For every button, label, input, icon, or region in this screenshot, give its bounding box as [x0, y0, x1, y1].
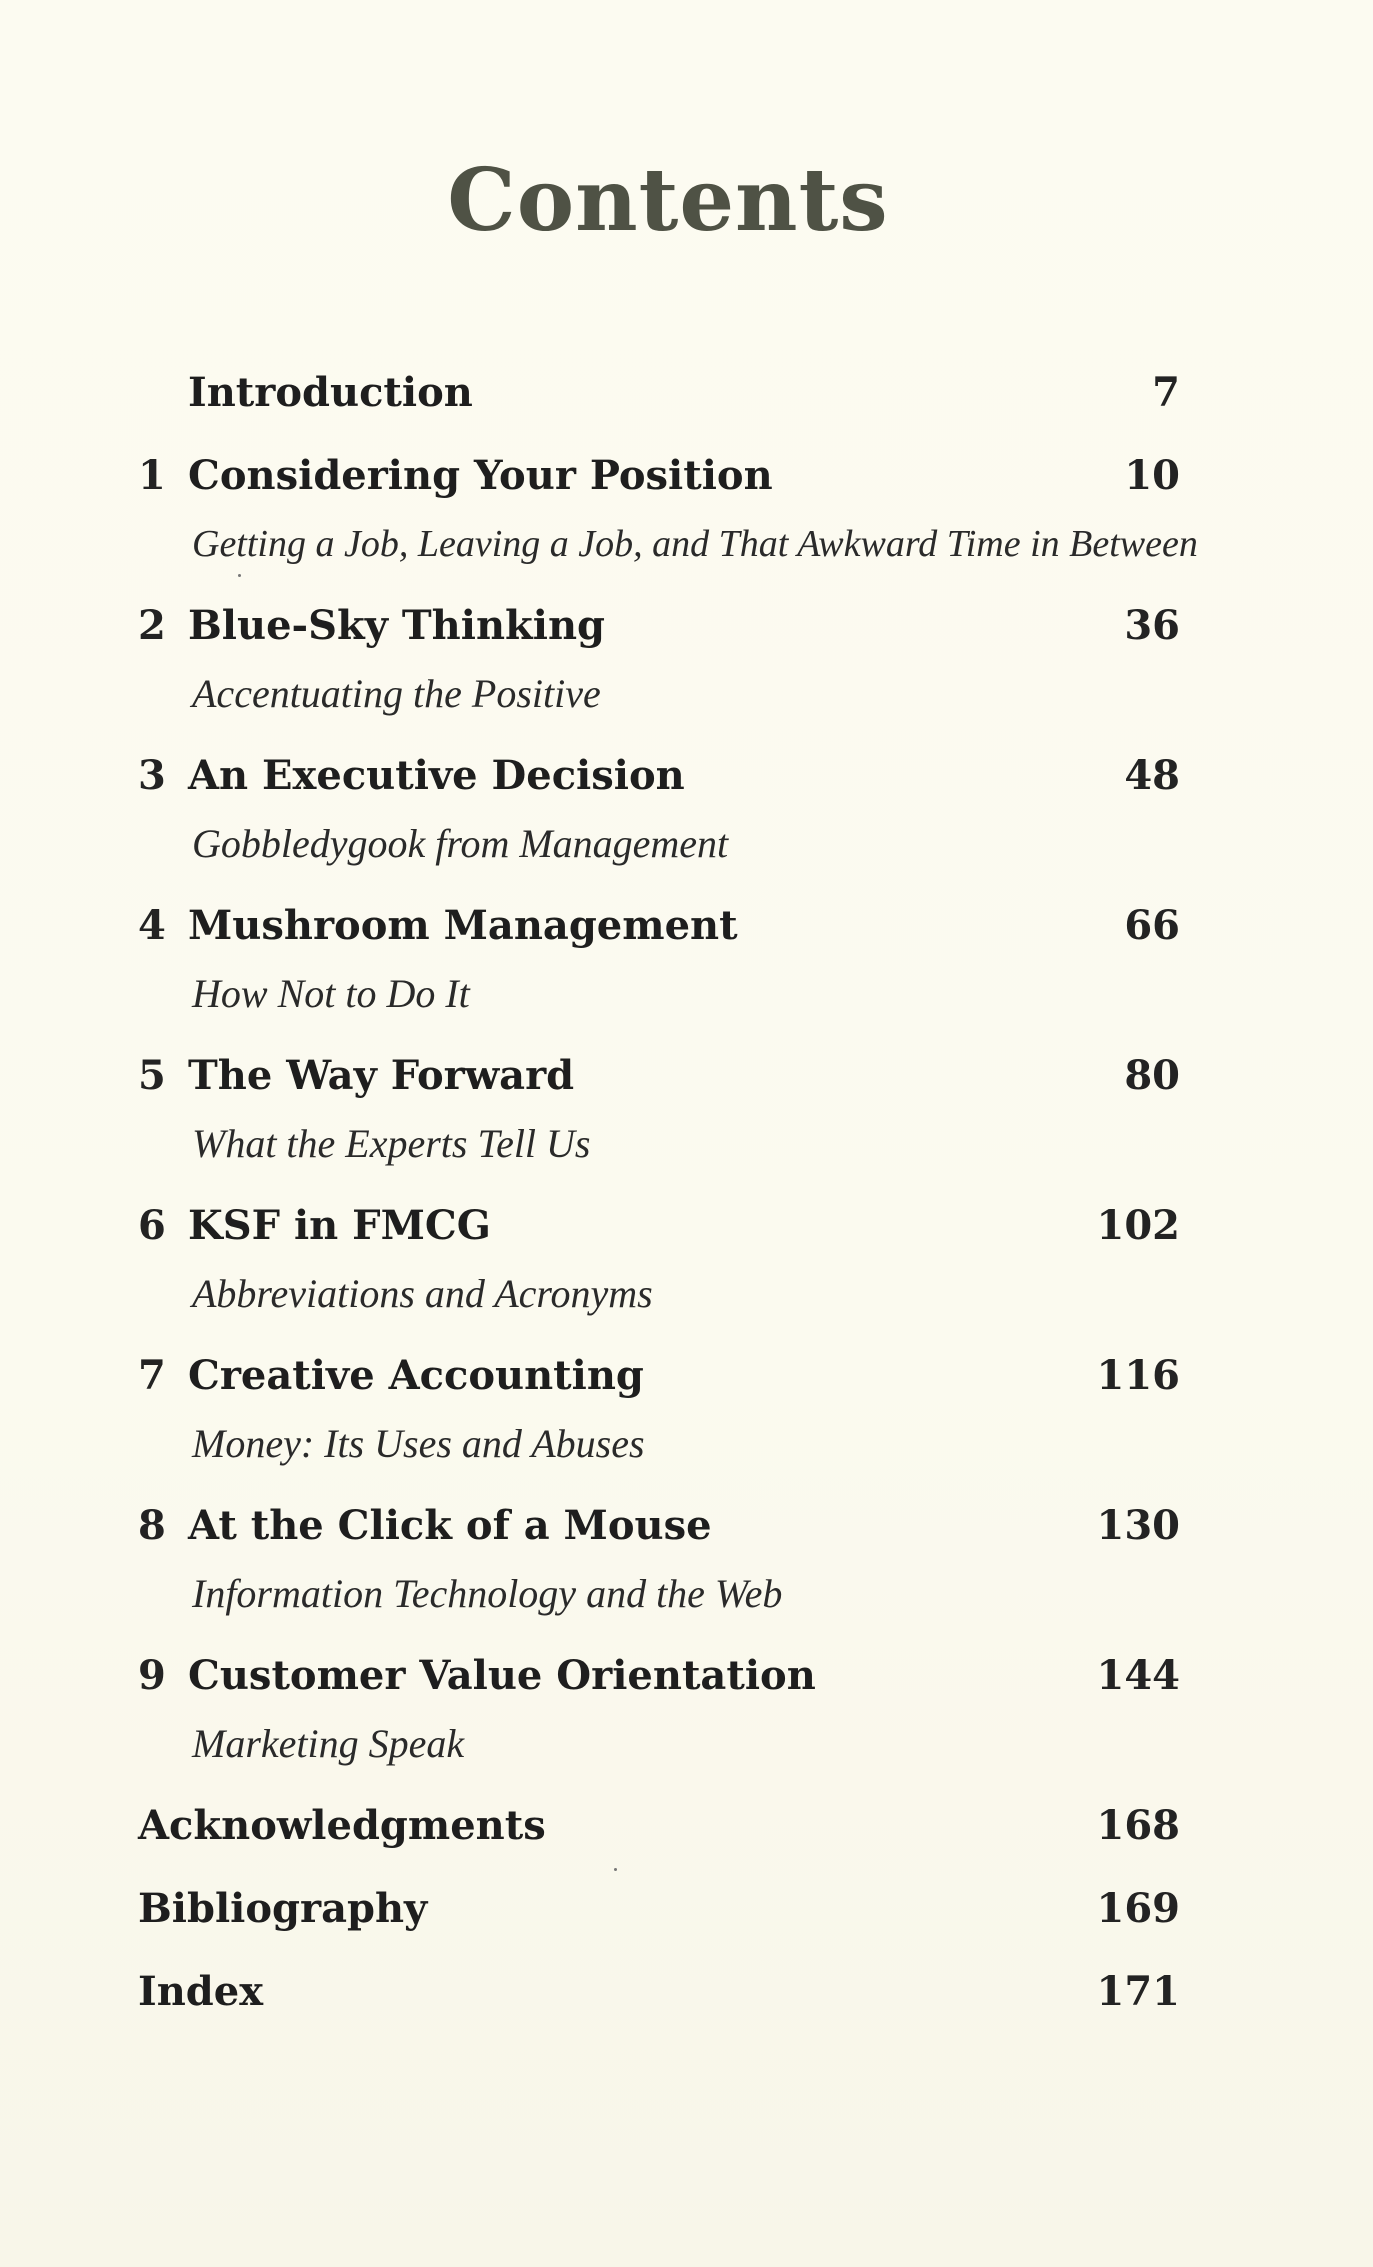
entry-title: Mushroom Management: [188, 902, 738, 949]
entry-page-number: 10: [1124, 452, 1180, 499]
toc-entry-chapter-8[interactable]: [0, 1496, 1373, 1556]
toc-entry-chapter-7[interactable]: [0, 1346, 1373, 1406]
chapter-number: 9: [138, 1652, 166, 1699]
entry-page-number: 130: [1096, 1502, 1180, 1549]
toc-entry-chapter-5[interactable]: [0, 1046, 1373, 1106]
entry-subtitle: Money: Its Uses and Abuses: [192, 1421, 645, 1466]
entry-title: Index: [138, 1968, 264, 2015]
toc-entry-chapter-2[interactable]: [0, 596, 1373, 656]
toc-entry-chapter-1[interactable]: [0, 446, 1373, 506]
entry-subtitle: Marketing Speak: [192, 1721, 465, 1766]
entry-page-number: 36: [1124, 602, 1180, 649]
entry-title: At the Click of a Mouse: [188, 1502, 712, 1549]
scan-speck: [614, 1868, 617, 1871]
entry-title: The Way Forward: [188, 1052, 575, 1099]
entry-title: Acknowledgments: [138, 1802, 546, 1849]
chapter-number: 4: [138, 902, 166, 949]
chapter-number: 1: [138, 452, 166, 499]
entry-subtitle: Getting a Job, Leaving a Job, and That Awkward Time in Between: [192, 523, 1198, 565]
entry-title: An Executive Decision: [188, 752, 685, 799]
chapter-number: 2: [138, 602, 166, 649]
toc-entry-chapter-6[interactable]: [0, 1196, 1373, 1256]
entry-subtitle: Information Technology and the Web: [192, 1571, 783, 1616]
entry-subtitle: Gobbledygook from Management: [192, 821, 729, 866]
entry-subtitle: Abbreviations and Acronyms: [192, 1271, 653, 1316]
entry-page-number: 144: [1096, 1652, 1180, 1699]
entry-subtitle: Accentuating the Positive: [192, 671, 601, 716]
entry-page-number: 66: [1124, 902, 1180, 949]
entry-title: Bibliography: [138, 1885, 428, 1932]
chapter-number: 7: [138, 1352, 166, 1399]
toc-entry-chapter-3[interactable]: [0, 746, 1373, 806]
entry-title: Creative Accounting: [188, 1352, 644, 1399]
entry-subtitle: How Not to Do It: [192, 971, 470, 1016]
toc-entry-introduction[interactable]: [0, 363, 1373, 423]
scan-speck: [238, 574, 241, 577]
chapter-number: 3: [138, 752, 166, 799]
entry-page-number: 169: [1096, 1885, 1180, 1932]
chapter-number: 6: [138, 1202, 166, 1249]
toc-entry-chapter-9[interactable]: [0, 1646, 1373, 1706]
entry-page-number: 80: [1124, 1052, 1180, 1099]
entry-title: KSF in FMCG: [188, 1202, 491, 1249]
entry-title: Introduction: [188, 369, 473, 416]
toc-entry-index[interactable]: [0, 1962, 1373, 2022]
entry-subtitle: What the Experts Tell Us: [192, 1121, 591, 1166]
entry-page-number: 7: [1152, 369, 1180, 416]
entry-title: Blue-Sky Thinking: [188, 602, 605, 649]
page-title: Contents: [447, 150, 889, 251]
entry-page-number: 116: [1096, 1352, 1180, 1399]
entry-title: Considering Your Position: [188, 452, 773, 499]
entry-page-number: 102: [1096, 1202, 1180, 1249]
chapter-number: 5: [138, 1052, 166, 1099]
entry-title: Customer Value Orientation: [188, 1652, 816, 1699]
toc-entry-chapter-4[interactable]: [0, 896, 1373, 956]
entry-page-number: 171: [1096, 1968, 1180, 2015]
entry-page-number: 48: [1124, 752, 1180, 799]
chapter-number: 8: [138, 1502, 166, 1549]
toc-entry-acknowledgments[interactable]: [0, 1796, 1373, 1856]
toc-entry-bibliography[interactable]: [0, 1879, 1373, 1939]
entry-page-number: 168: [1096, 1802, 1180, 1849]
